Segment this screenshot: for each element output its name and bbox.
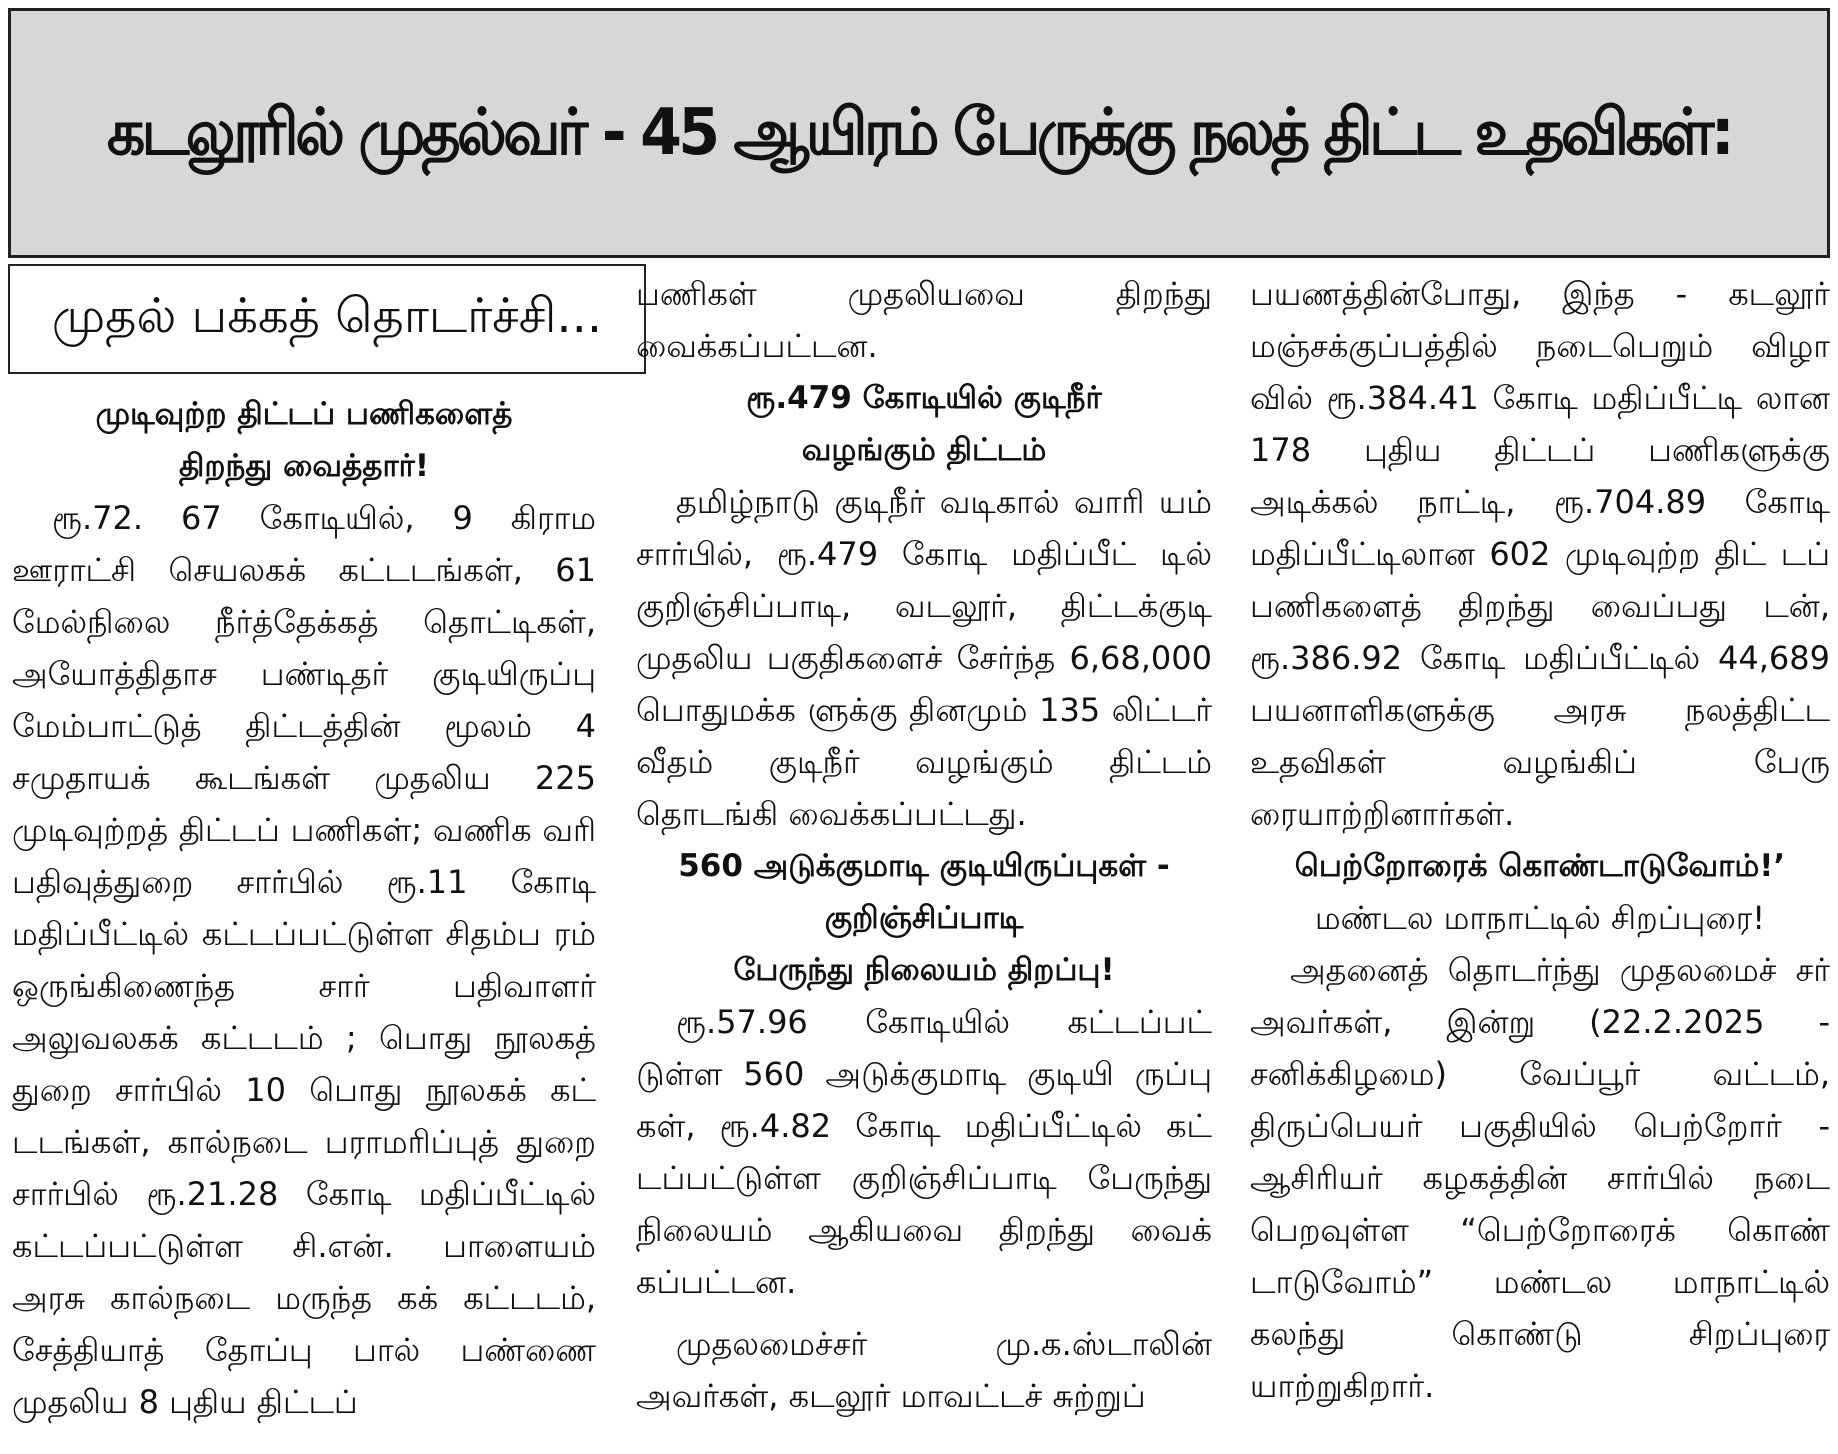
headline: கடலூரில் முதல்வர் - 45 ஆயிரம் பேருக்கு நலத் திட்ட உதவிகள்: [106,96,1732,170]
article-paragraph: முதலமைச்சர் மு.க.ஸ்டாலின் அவர்கள், கடலூர் மாவட்டச் சுற்றுப் [636,1325,1212,1415]
section-heading-line-1: 560 அடுக்குமாடி குடியிருப்புகள் - [678,848,1170,884]
section-subheading: மண்டல மாநாட்டில் சிறப்புரை! [1314,899,1766,937]
article-paragraph: ரூ.72. 67 கோடியில், 9 கிராம ஊராட்சி செயலகக் கட்டடங்கள், 61 மேல்நிலை நீர்த்தேக்கத் தொட்டிகள், அயோத்திதாச பண்டிதர் குடியிருப்பு மேம்பாட்டுத் திட்டத்தின் மூலம் 4 சமுதாயக் கூடங்கள் முதலிய 225 முடிவுற்றத் திட்டப் பணிகள்; வணிக வரி பதிவுத்துறை சார்பில் ரூ.11 கோடி மதிப்பீட்டில் கட்டப்பட்டுள்ள சிதம்ப ரம் ஒருங்கிணைந்த சார் பதிவாளர் அலுவலகக் கட்டடம் ; பொது நூலகத் துறை சார்பில் 10 பொது நூலகக் கட் டடங்கள், கால்நடை பராமரிப்புத் துறை சார்பில் ரூ.21.28 கோடி மதிப்பீட்டில் கட்டப்பட்டுள்ள சி.என். பாளையம் அரசு கால்நடை மருந்த கக் கட்டடம், சேத்தியாத் தோப்பு பால் பண்ணை முதலிய 8 புதிய திட்டப் [12,499,596,1421]
section-heading-line-2: திறந்து வைத்தார்! [179,448,429,484]
section-heading-line-2: குறிஞ்சிப்பாடி [824,900,1024,936]
article-paragraph: ரூ.57.96 கோடியில் கட்டப்பட் டுள்ள 560 அடுக்குமாடி குடியி ருப்பு கள், ரூ.4.82 கோடி மதிப்பீட்டில் கட் டப்பட்டுள்ள குறிஞ்சிப்பாடி பேருந்து நிலையம் ஆகியவை திறந்து வைக் கப்பட்டன. [636,1003,1212,1301]
section-heading-line-2: வழங்கும் திட்டம் [801,432,1047,468]
article-column-3 [1250,268,1830,1412]
section-heading-line-1: ரூ.479 கோடியில் குடிநீர் [746,380,1102,416]
continuation-label: முதல் பக்கத் தொடர்ச்சி... [51,288,603,344]
article-column-2 [636,268,1212,1422]
article-paragraph: பணிகள் முதலியவை திறந்து வைக்கப்பட்டன. [636,275,1212,365]
article-paragraph: அதனைத் தொடர்ந்து முதலமைச் சர் அவர்கள், இன்று (22.2.2025 - சனிக்கிழமை) வேப்பூர் வட்டம், திருப்பெயர் பகுதியில் பெற்றோர் - ஆசிரியர் கழகத்தின் சார்பில் நடை பெறவுள்ள “பெற்றோரைக் கொண் டாடுவோம்” மண்டல மாநாட்டில் கலந்து கொண்டு சிறப்புரை யாற்றுகிறார். [1250,951,1830,1405]
headline-banner [8,8,1830,258]
continuation-box [8,264,646,374]
article-paragraph: பயணத்தின்போது, இந்த - கடலூர் மஞ்சக்குப்பத்தில் நடைபெறும் விழா வில் ரூ.384.41 கோடி மதிப்பீட்டி லான 178 புதிய திட்டப் பணிகளுக்கு அடிக்கல் நாட்டி, ரூ.704.89 கோடி மதிப்பீட்டிலான 602 முடிவுற்ற திட் டப் பணிகளைத் திறந்து வைப்பது டன், ரூ.386.92 கோடி மதிப்பீட்டில் 44,689 பயனாளிகளுக்கு அரசு நலத்திட்ட உதவிகள் வழங்கிப் பேரு ரையாற்றினார்கள். [1250,275,1830,833]
article-column-1 [12,388,596,1428]
section-heading-line-1: முடிவுற்ற திட்டப் பணிகளைத் [95,396,513,432]
section-heading-line-3: பேருந்து நிலையம் திறப்பு! [733,952,1115,988]
section-heading: பெற்றோரைக் கொண்டாடுவோம்!’ [1294,848,1786,884]
article-paragraph: தமிழ்நாடு குடிநீர் வடிகால் வாரி யம் சார்பில், ரூ.479 கோடி மதிப்பீட் டில் குறிஞ்சிப்பாடி, வடலூர், திட்டக்குடி முதலிய பகுதிகளைச் சேர்ந்த 6,68,000 பொதுமக்க ளுக்கு தினமும் 135 லிட்டர் வீதம் குடிநீர் வழங்கும் திட்டம் தொடங்கி வைக்கப்பட்டது. [636,483,1212,833]
